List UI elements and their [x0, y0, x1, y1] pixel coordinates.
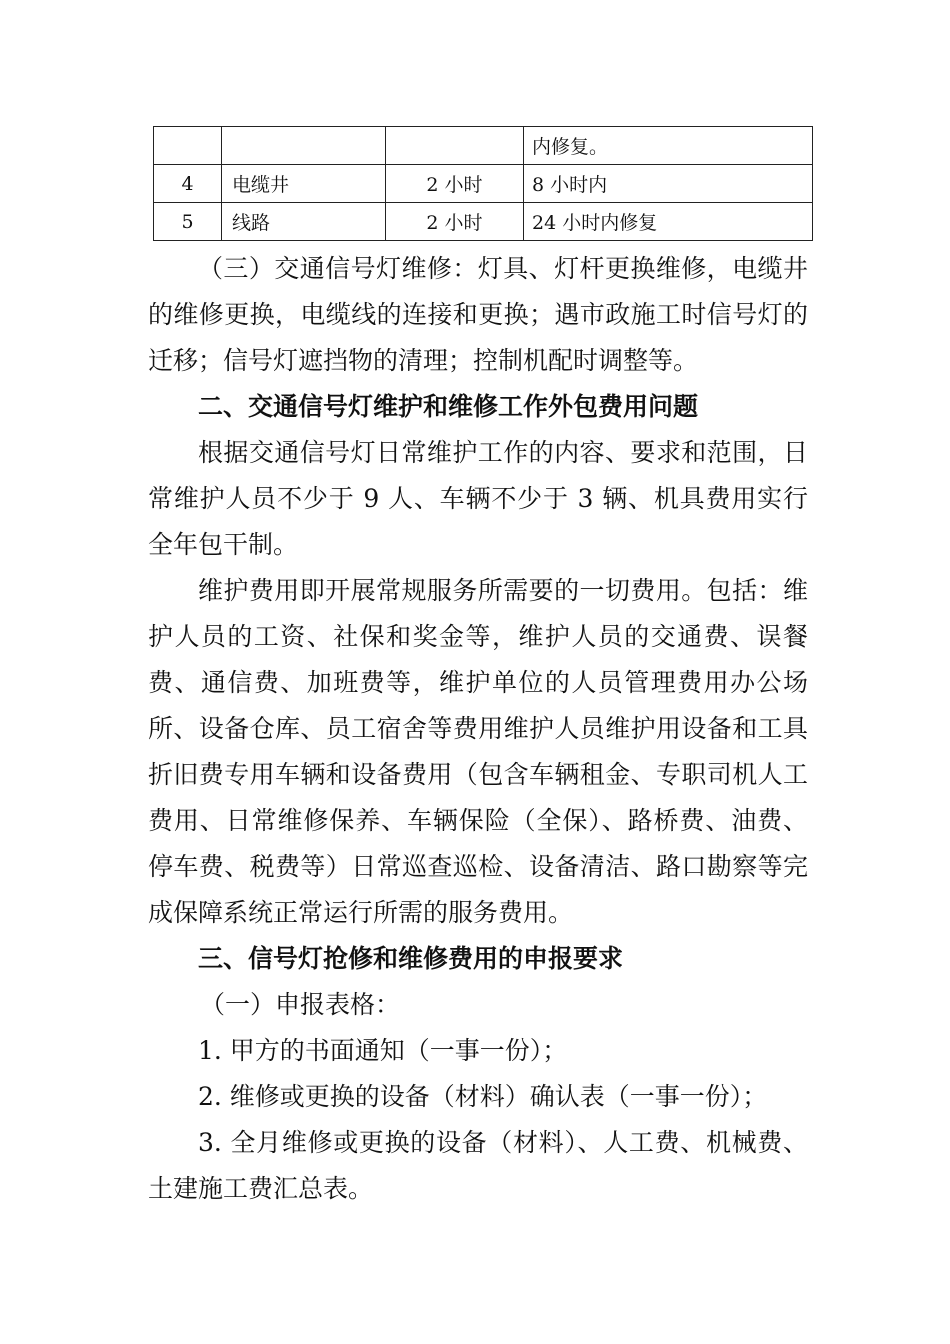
repair-time-cell: 24 小时内修复 [524, 203, 813, 241]
item-cell: 线路 [222, 203, 386, 241]
forms-subheading: （一）申报表格： [200, 990, 401, 1019]
item-cell: 电缆井 [222, 165, 386, 203]
response-time-cell [386, 127, 524, 165]
section-heading-3: 三、信号灯抢修和维修费用的申报要求 [198, 944, 624, 973]
repair-time-table [153, 126, 813, 241]
costs-paragraph: 维护费用即开展常规服务所需要的一切费用。包括：维护人员的工资、社保和奖金等，维护人员的交通费、误餐费、通信费、加班费等，维护单位的人员管理费用办公场所、设备仓库、员工宿舍等费用维护人员维护用设备和工具折旧费专用车辆和设备费用（包含车辆租金、专职司机人工费用、日常维修保养、车辆保险（全保）、路桥费、油费、停车费、税费等）日常巡查巡检、设备清洁、路口勘察等完成保障系统正常运行所需的服务费用。 [148, 576, 808, 927]
response-time-cell: 2 小时 [386, 203, 524, 241]
item-cell [222, 127, 386, 165]
form-item-2: 2. 维修或更换的设备（材料）确认表（一事一份）； [198, 1082, 768, 1111]
section3-repair-paragraph: （三）交通信号灯维修：灯具、灯杆更换维修，电缆井的维修更换，电缆线的连接和更换；遇市政施工时信号灯的迁移；信号灯遮挡物的清理；控制机配时调整等。 [148, 254, 808, 375]
section-heading-2: 二、交通信号灯维护和维修工作外包费用问题 [198, 392, 699, 421]
repair-time-cell: 内修复。 [524, 127, 813, 165]
row-number-cell: 4 [154, 165, 222, 203]
document-body [148, 246, 808, 1212]
response-time-cell: 2 小时 [386, 165, 524, 203]
repair-time-cell: 8 小时内 [524, 165, 813, 203]
table-row [154, 127, 813, 165]
table-row [154, 165, 813, 203]
row-number-cell: 5 [154, 203, 222, 241]
staff-paragraph: 根据交通信号灯日常维护工作的内容、要求和范围，日常维护人员不少于 9 人、车辆不少于 3 辆、机具费用实行全年包干制。 [148, 438, 808, 559]
row-number-cell [154, 127, 222, 165]
form-item-3: 3. 全月维修或更换的设备（材料）、人工费、机械费、土建施工费汇总表。 [148, 1128, 808, 1203]
table-row [154, 203, 813, 241]
form-item-1: 1. 甲方的书面通知（一事一份）； [198, 1036, 568, 1065]
